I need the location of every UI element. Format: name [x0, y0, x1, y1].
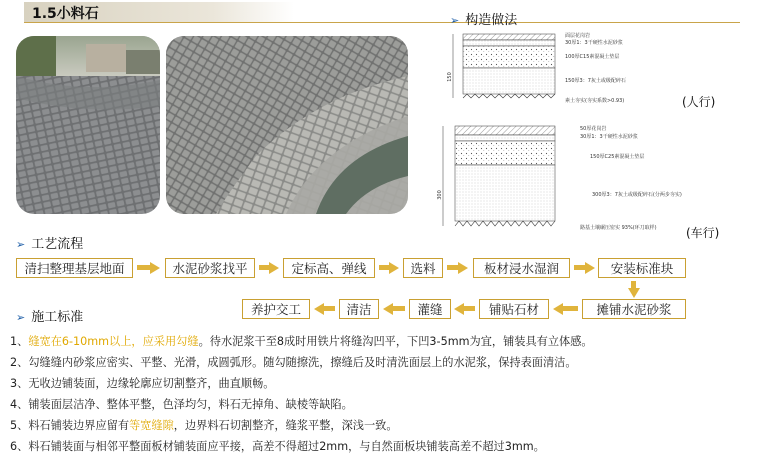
cobblestone-photo-1 [16, 36, 160, 214]
process-heading [16, 233, 83, 252]
divider [24, 22, 740, 23]
flow-step-10: 清洁 [339, 299, 379, 319]
flow-arrow [323, 306, 335, 311]
item-highlight: 等宽缝隙 [129, 419, 174, 432]
pedestrian-layer-3: 100厚C15素混凝土垫层 [565, 54, 620, 60]
item-highlight: 缝宽在6-10mm以上，应采用勾缝 [28, 335, 199, 348]
arrow-right-icon [458, 262, 468, 274]
vehicle-layer-2: 30厚1：3干硬性水泥砂浆 [580, 134, 638, 140]
flow-step-1: 清扫整理基层地面 [16, 258, 133, 278]
flow-step-8: 铺贴石材 [479, 299, 549, 319]
pedestrian-layer-2: 30厚1：3干硬性水泥砂浆 [565, 40, 623, 46]
construction-heading [450, 9, 517, 28]
standard-item-4 [10, 396, 353, 412]
vehicle-layer-4: 300厚3：7灰土或级配碎石(分两步夯实) [592, 192, 682, 198]
item-text: 。待水泥浆干至8成时用铁片将缝沟凹平，下凹3-5mm为宜，铺装具有立体感。 [198, 335, 593, 348]
item-text: 料石铺装边界应留有 [28, 419, 130, 432]
flow-step-3: 定标高、弹线 [283, 258, 375, 278]
flow-arrow [137, 265, 151, 270]
item-number: 1、 [10, 335, 29, 348]
item-number: 6、 [10, 440, 29, 453]
flow-step-9: 灌缝 [409, 299, 451, 319]
standard-item-3 [10, 375, 274, 391]
item-number: 4、 [10, 398, 29, 411]
pedestrian-dim: 150 [446, 72, 453, 82]
standard-item-6 [10, 438, 545, 454]
pedestrian-section-diagram [445, 28, 565, 114]
standard-item-1 [10, 333, 593, 349]
vehicle-layer-5: 路基土壤碾压密实 93%(环刀取样) [580, 225, 657, 231]
cobblestone-photo-2 [166, 36, 408, 214]
arrow-right-icon [585, 262, 595, 274]
bullet-arrow-icon: ➢ [16, 238, 26, 251]
flow-arrow [463, 306, 475, 311]
item-text: ，边界料石切割整齐，缝浆平整，深浅一致。 [173, 419, 398, 432]
flow-step-7: 摊铺水泥砂浆 [582, 299, 686, 319]
arrow-down-icon [628, 288, 640, 298]
vehicle-section-diagram [435, 122, 565, 240]
flow-arrow [392, 306, 405, 311]
vehicle-layer-1: 50厚花岗岩 [580, 126, 607, 132]
vehicle-layer-3: 150厚C25素混凝土垫层 [590, 154, 645, 160]
arrow-right-icon [269, 262, 279, 274]
item-number: 2、 [10, 356, 29, 369]
item-text: 料石铺装面与相邻平整面板材铺装面应平接，高差不得超过2mm，与自然面板块铺装高差不超过3mm。 [28, 440, 545, 453]
item-text: 铺装面层洁净、整体平整，色泽均匀，料石无掉角、缺棱等缺陷。 [28, 398, 353, 411]
standards-heading-text: 施工标准 [31, 310, 84, 325]
standard-item-2 [10, 354, 577, 370]
standard-item-5 [10, 417, 398, 433]
pedestrian-layer-5: 素土夯实(夯实系数>0.93) [565, 98, 625, 104]
pedestrian-label: (人行) [682, 95, 716, 109]
process-heading-text: 工艺流程 [31, 237, 84, 252]
standards-heading [16, 306, 83, 325]
item-number: 3、 [10, 377, 29, 390]
pedestrian-layer-4: 150厚3：7灰土或级配碎石 [565, 78, 626, 84]
arrow-right-icon [150, 262, 160, 274]
vehicle-dim: 300 [436, 190, 443, 200]
item-text: 无收边铺装面，边缘轮廓应切割整齐，曲直顺畅。 [28, 377, 275, 390]
construction-heading-text: 构造做法 [465, 13, 518, 28]
vehicle-label: (车行) [686, 226, 720, 240]
flow-arrow [562, 306, 578, 311]
flow-step-4: 选料 [403, 258, 443, 278]
pedestrian-layer-1: 面层花岗岩 [565, 33, 591, 39]
arrow-right-icon [389, 262, 399, 274]
flow-step-11: 养护交工 [242, 299, 310, 319]
flow-step-6: 安装标准块 [598, 258, 686, 278]
flow-step-2: 水泥砂浆找平 [165, 258, 255, 278]
bullet-arrow-icon: ➢ [450, 14, 460, 27]
item-text: 勾缝缝内砂浆应密实、平整、光滑，成圆弧形。随勾随擦洗，擦缝后及时清洗面层上的水泥浆，保持表面清洁。 [28, 356, 577, 369]
page-title: 1.5小料石 [32, 6, 99, 22]
item-number: 5、 [10, 419, 29, 432]
flow-step-5: 板材浸水湿润 [473, 258, 570, 278]
bullet-arrow-icon: ➢ [16, 311, 26, 324]
